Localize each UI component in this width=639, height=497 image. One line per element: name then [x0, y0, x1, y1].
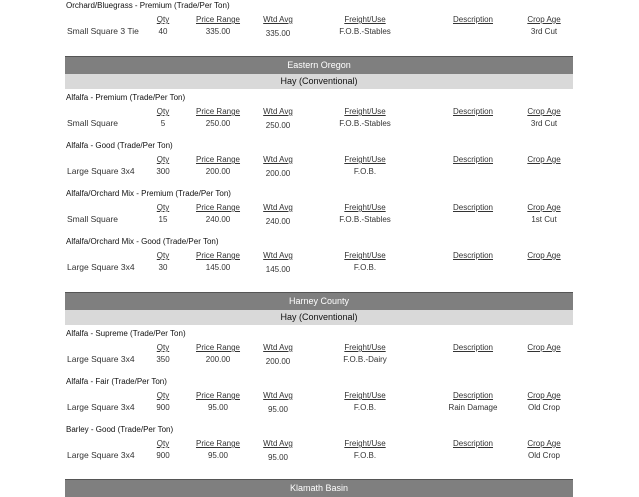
item-name: Large Square 3x4 [67, 166, 135, 176]
col-header-description: Description [452, 15, 494, 24]
cell-crop-age: Old Crop [527, 451, 561, 460]
col-header-description: Description [452, 107, 494, 116]
table-row [0, 251, 639, 281]
item-name: Small Square [67, 118, 119, 128]
cell-avg: 240.00 [265, 217, 291, 226]
col-header-crop-age: Crop Age [527, 251, 561, 260]
group-title: Alfalfa - Supreme (Trade/Per Ton) [66, 329, 186, 338]
col-header-description: Description [452, 203, 494, 212]
col-header-freight: Freight/Use [344, 203, 386, 212]
category-header: Hay (Conventional) [65, 310, 573, 325]
col-header-description: Description [452, 251, 494, 260]
col-header-avg: Wtd Avg [263, 439, 293, 448]
group-title: Barley - Good (Trade/Per Ton) [66, 425, 174, 434]
group-title: Alfalfa - Good (Trade/Per Ton) [66, 141, 173, 150]
cell-freight: F.O.B.-Stables [339, 27, 391, 36]
cell-avg: 250.00 [265, 121, 291, 130]
col-header-crop-age: Crop Age [527, 107, 561, 116]
col-header-freight: Freight/Use [344, 343, 386, 352]
item-name: Large Square 3x4 [67, 354, 135, 364]
col-header-qty: Qty [156, 439, 170, 448]
col-header-qty: Qty [156, 391, 170, 400]
group-title: Orchard/Bluegrass - Premium (Trade/Per Ton) [66, 1, 230, 10]
item-name: Large Square 3x4 [67, 262, 135, 272]
cell-price: 250.00 [205, 119, 231, 128]
group-title: Alfalfa - Premium (Trade/Per Ton) [66, 93, 186, 102]
col-header-description: Description [452, 439, 494, 448]
cell-freight: F.O.B. [353, 263, 377, 272]
table-row [0, 155, 639, 185]
cell-crop-age: 1st Cut [531, 215, 557, 224]
col-header-crop-age: Crop Age [527, 203, 561, 212]
cell-price: 145.00 [205, 263, 231, 272]
region-header: Harney County [65, 292, 573, 310]
col-header-qty: Qty [156, 343, 170, 352]
item-name: Large Square 3x4 [67, 450, 135, 460]
cell-price: 240.00 [205, 215, 231, 224]
cell-qty: 30 [158, 263, 168, 272]
table-row [0, 343, 639, 373]
group-title: Alfalfa/Orchard Mix - Premium (Trade/Per Ton) [66, 189, 231, 198]
cell-qty: 900 [156, 451, 170, 460]
col-header-crop-age: Crop Age [527, 155, 561, 164]
col-header-qty: Qty [156, 203, 170, 212]
cell-avg: 335.00 [265, 29, 291, 38]
cell-avg: 95.00 [267, 405, 289, 414]
cell-freight: F.O.B. [353, 167, 377, 176]
cell-qty: 5 [160, 119, 166, 128]
cell-price: 95.00 [207, 403, 229, 412]
col-header-freight: Freight/Use [344, 439, 386, 448]
col-header-qty: Qty [156, 251, 170, 260]
cell-freight: F.O.B. [353, 403, 377, 412]
col-header-qty: Qty [156, 155, 170, 164]
cell-qty: 40 [158, 27, 168, 36]
col-header-freight: Freight/Use [344, 155, 386, 164]
table-row [0, 107, 639, 137]
col-header-description: Description [452, 343, 494, 352]
cell-avg: 200.00 [265, 169, 291, 178]
col-header-avg: Wtd Avg [263, 107, 293, 116]
col-header-price: Price Range [195, 15, 241, 24]
col-header-avg: Wtd Avg [263, 15, 293, 24]
col-header-avg: Wtd Avg [263, 391, 293, 400]
col-header-description: Description [452, 155, 494, 164]
category-header: Hay (Conventional) [65, 74, 573, 89]
table-row [0, 439, 639, 469]
col-header-crop-age: Crop Age [527, 439, 561, 448]
cell-crop-age: 3rd Cut [530, 27, 558, 36]
col-header-crop-age: Crop Age [527, 391, 561, 400]
col-header-price: Price Range [195, 107, 241, 116]
cell-avg: 95.00 [267, 453, 289, 462]
cell-qty: 15 [158, 215, 168, 224]
col-header-qty: Qty [156, 15, 170, 24]
cell-price: 95.00 [207, 451, 229, 460]
cell-price: 200.00 [205, 167, 231, 176]
col-header-avg: Wtd Avg [263, 251, 293, 260]
item-name: Large Square 3x4 [67, 402, 135, 412]
cell-price: 335.00 [205, 27, 231, 36]
col-header-price: Price Range [195, 343, 241, 352]
col-header-crop-age: Crop Age [527, 343, 561, 352]
cell-qty: 300 [156, 167, 170, 176]
region-header: Klamath Basin [65, 479, 573, 497]
col-header-avg: Wtd Avg [263, 155, 293, 164]
cell-crop-age: 3rd Cut [530, 119, 558, 128]
col-header-qty: Qty [156, 107, 170, 116]
cell-description: Rain Damage [448, 403, 498, 412]
col-header-price: Price Range [195, 251, 241, 260]
col-header-price: Price Range [195, 203, 241, 212]
item-name: Small Square [67, 214, 119, 224]
col-header-crop-age: Crop Age [527, 15, 561, 24]
cell-crop-age: Old Crop [527, 403, 561, 412]
col-header-freight: Freight/Use [344, 391, 386, 400]
cell-avg: 145.00 [265, 265, 291, 274]
cell-price: 200.00 [205, 355, 231, 364]
col-header-description: Description [452, 391, 494, 400]
col-header-freight: Freight/Use [344, 251, 386, 260]
group-title: Alfalfa/Orchard Mix - Good (Trade/Per Ton) [66, 237, 219, 246]
table-row [0, 391, 639, 421]
col-header-freight: Freight/Use [344, 107, 386, 116]
cell-freight: F.O.B.-Stables [339, 215, 391, 224]
cell-freight: F.O.B.-Stables [339, 119, 391, 128]
cell-freight: F.O.B. [353, 451, 377, 460]
group-title: Alfalfa - Fair (Trade/Per Ton) [66, 377, 167, 386]
cell-freight: F.O.B.-Dairy [343, 355, 387, 364]
table-row [0, 15, 639, 45]
cell-qty: 900 [156, 403, 170, 412]
table-row [0, 203, 639, 233]
col-header-price: Price Range [195, 439, 241, 448]
col-header-price: Price Range [195, 391, 241, 400]
col-header-freight: Freight/Use [344, 15, 386, 24]
cell-qty: 350 [156, 355, 170, 364]
col-header-avg: Wtd Avg [263, 203, 293, 212]
item-name: Small Square 3 Tie [67, 26, 139, 36]
col-header-avg: Wtd Avg [263, 343, 293, 352]
region-header: Eastern Oregon [65, 56, 573, 74]
cell-avg: 200.00 [265, 357, 291, 366]
col-header-price: Price Range [195, 155, 241, 164]
